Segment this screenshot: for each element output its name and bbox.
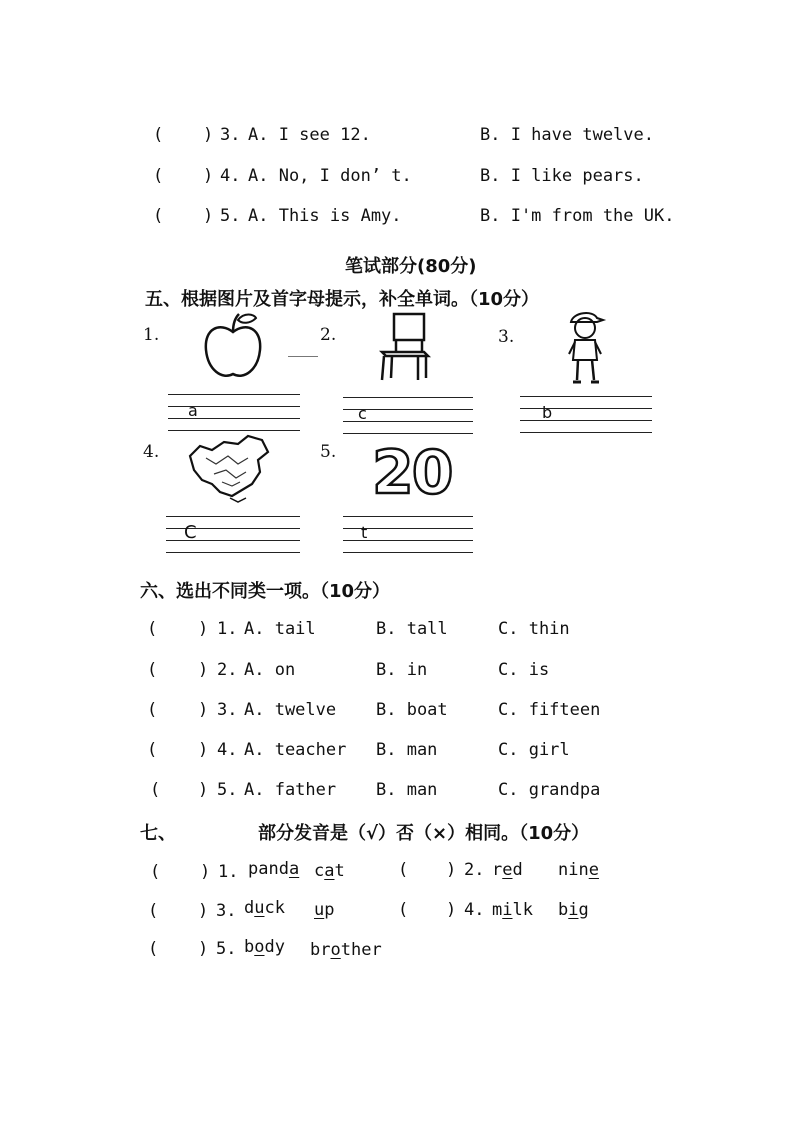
word: duck: [244, 898, 285, 918]
item-number: 1.: [143, 325, 160, 345]
writing-lines[interactable]: [343, 516, 473, 554]
section7-title: 部分发音是（√）否（×）相同。（10分）: [258, 823, 590, 844]
answer-paren[interactable]: (: [147, 740, 158, 760]
item-number: 4.: [143, 442, 160, 462]
paren-close: ): [198, 901, 209, 921]
option-c: C. thin: [498, 619, 570, 639]
option-b: B. I have twelve.: [480, 125, 654, 145]
section7-label: 七、: [140, 823, 176, 844]
underlined-letter: o: [254, 937, 265, 957]
paren-close: ): [198, 939, 209, 959]
option-b: B. tall: [376, 619, 448, 639]
option-a: A. teacher: [244, 740, 347, 760]
boy-icon: [563, 310, 607, 386]
option-b: B. man: [376, 780, 438, 800]
option-c: C. grandpa: [498, 780, 601, 800]
divider: [288, 356, 318, 357]
option-c: C. girl: [498, 740, 570, 760]
hint-letter: c: [358, 404, 367, 423]
question-number: 4.: [220, 166, 241, 186]
writing-lines[interactable]: [166, 516, 300, 554]
option-b: B. in: [376, 660, 428, 680]
answer-paren-open: (: [153, 125, 164, 145]
option-a: A. I see 12.: [248, 125, 371, 145]
question-number: 2.: [217, 660, 238, 680]
underlined-letter: o: [330, 940, 341, 960]
writing-lines[interactable]: [168, 394, 300, 432]
paren-close: ): [446, 900, 457, 920]
question-number: 3.: [217, 700, 238, 720]
hint-letter: a: [188, 401, 198, 420]
underlined-letter: a: [324, 861, 335, 881]
underlined-letter: i: [568, 900, 579, 920]
section5-title: 五、根据图片及首字母提示，补全单词。（10分）: [145, 289, 540, 310]
answer-paren[interactable]: (: [398, 860, 409, 880]
item-number: 5.: [320, 442, 337, 462]
underlined-letter: a: [288, 859, 300, 879]
hint-letter: t: [361, 523, 368, 542]
question-number: 5.: [220, 206, 241, 226]
option-b: B. boat: [376, 700, 448, 720]
paren-close: ): [198, 700, 209, 720]
question-number: 5.: [217, 780, 238, 800]
answer-paren[interactable]: (: [147, 619, 158, 639]
underlined-letter: u: [314, 900, 325, 920]
question-number: 3.: [220, 125, 241, 145]
word: milk: [492, 900, 533, 920]
paren-close: ): [198, 660, 209, 680]
item-number: 3.: [498, 327, 515, 347]
answer-paren-close: ): [203, 125, 214, 145]
question-number: 4.: [464, 900, 485, 920]
option-a: A. No, I don’ t.: [248, 166, 412, 186]
apple-icon: [200, 310, 266, 382]
underlined-letter: i: [502, 900, 513, 920]
chair-icon: [374, 312, 432, 382]
answer-paren[interactable]: (: [150, 862, 161, 882]
answer-paren[interactable]: (: [150, 780, 161, 800]
option-a: A. tail: [244, 619, 316, 639]
option-a: A. This is Amy.: [248, 206, 402, 226]
section6-title: 六、选出不同类一项。（10分）: [140, 581, 391, 602]
question-number: 2.: [464, 860, 485, 880]
option-a: A. father: [244, 780, 337, 800]
option-a: A. on: [244, 660, 296, 680]
option-c: C. is: [498, 660, 550, 680]
paren-close: ): [446, 860, 457, 880]
paren-close: ): [200, 862, 211, 882]
question-number: 4.: [217, 740, 238, 760]
question-number: 1.: [217, 619, 238, 639]
answer-paren-open: (: [153, 206, 164, 226]
question-number: 3.: [216, 901, 237, 921]
answer-paren[interactable]: (: [148, 901, 159, 921]
word: body: [244, 937, 285, 957]
option-c: C. fifteen: [498, 700, 601, 720]
option-b: B. man: [376, 740, 438, 760]
underlined-letter: e: [502, 860, 513, 880]
number-twenty-icon: 20: [372, 438, 452, 508]
word: red: [492, 860, 523, 880]
paren-close: ): [198, 619, 209, 639]
paren-close: ): [198, 780, 209, 800]
answer-paren[interactable]: (: [147, 700, 158, 720]
item-number: 2.: [320, 325, 337, 345]
written-part-title: 笔试部分(80分): [345, 256, 477, 277]
answer-paren-close: ): [203, 206, 214, 226]
question-number: 1.: [218, 862, 239, 882]
word: up: [314, 900, 335, 920]
underlined-letter: u: [254, 898, 265, 918]
word: big: [558, 900, 589, 920]
option-b: B. I'm from the UK.: [480, 206, 675, 226]
question-number: 5.: [216, 939, 237, 959]
writing-lines[interactable]: [520, 396, 652, 434]
word: cat: [314, 861, 345, 881]
answer-paren[interactable]: (: [148, 939, 159, 959]
paren-close: ): [198, 740, 209, 760]
answer-paren[interactable]: (: [398, 900, 409, 920]
option-a: A. twelve: [244, 700, 337, 720]
answer-paren-open: (: [153, 166, 164, 186]
hint-letter: b: [542, 403, 553, 422]
word: nine: [558, 860, 599, 880]
hint-letter: C: [184, 522, 197, 543]
answer-paren[interactable]: (: [147, 660, 158, 680]
answer-paren-close: ): [203, 166, 214, 186]
writing-lines[interactable]: [343, 397, 473, 435]
china-map-icon: [186, 434, 272, 504]
option-b: B. I like pears.: [480, 166, 644, 186]
word: panda: [248, 859, 300, 879]
underlined-letter: e: [588, 860, 599, 880]
word: brother: [310, 940, 382, 960]
